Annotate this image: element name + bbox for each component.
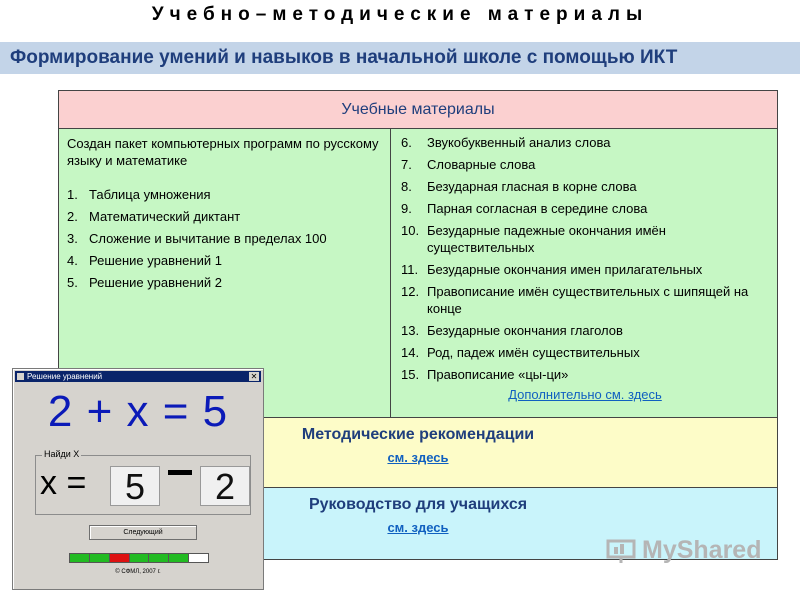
progress-segment — [169, 554, 189, 562]
x-label: x = — [40, 464, 87, 502]
list-item: 14. Род, падеж имён существительных — [401, 345, 640, 360]
next-button[interactable]: Следующий — [89, 525, 197, 540]
list-item: 1. Таблица умножения — [67, 187, 211, 202]
list-item: 8. Безударная гласная в корне слова — [401, 179, 637, 194]
list-item: 13. Безударные окончания глаголов — [401, 323, 623, 338]
guide-link[interactable]: см. здесь — [387, 520, 449, 535]
list-item: 11. Безударные окончания имен прилагательных — [401, 262, 703, 277]
progress-segment — [130, 554, 150, 562]
answer-group — [35, 449, 251, 515]
progress-segment — [70, 554, 90, 562]
table-header: Учебные материалы — [59, 91, 777, 129]
presentation-icon — [606, 538, 636, 564]
equation-display: 2 + x = 5 — [47, 387, 229, 436]
list-item: 12. Правописание имён существительных с шипящей на конце — [401, 284, 749, 316]
progress-segment — [90, 554, 110, 562]
window-title: Решение уравнений — [27, 372, 103, 381]
progress-segment — [110, 554, 130, 562]
left-program-list — [67, 186, 382, 291]
list-item: 2. Математический диктант — [67, 209, 241, 224]
watermark-text: MyShared — [642, 536, 762, 564]
progress-segment — [149, 554, 169, 562]
list-item: 10. Безударные падежные окончания имён существительных — [401, 223, 666, 255]
list-item: 4. Решение уравнений 1 — [67, 253, 222, 268]
close-icon[interactable]: ✕ — [250, 372, 258, 381]
app-icon — [17, 373, 24, 380]
methodical-title: Методические рекомендации — [301, 426, 535, 443]
right-column — [391, 129, 777, 418]
window-titlebar — [15, 371, 261, 382]
watermark — [606, 536, 766, 566]
list-item: 15. Правописание «цы-ци» — [401, 367, 569, 382]
first-operand-box[interactable]: 5 — [110, 466, 160, 506]
methodical-link[interactable]: см. здесь — [387, 450, 449, 465]
list-item: 3. Сложение и вычитание в пределах 100 — [67, 231, 327, 246]
page-top-title: Учебно–методические материалы — [151, 4, 649, 25]
equation-program-window — [12, 368, 264, 590]
second-operand-box[interactable]: 2 — [200, 466, 250, 506]
progress-segment — [189, 554, 208, 562]
copyright-text: © СФМЛ, 2007 г. — [115, 569, 161, 575]
list-item: 5. Решение уравнений 2 — [67, 275, 222, 290]
additional-materials-link[interactable]: Дополнительно см. здесь — [508, 387, 662, 402]
intro-text: Создан пакет компьютерных программ по русскому языку и математике — [67, 136, 379, 168]
progress-indicator — [69, 553, 209, 563]
page-subtitle: Формирование умений и навыков в начальной школе с помощью ИКТ — [0, 42, 800, 74]
list-item: 9. Парная согласная в середине слова — [401, 201, 648, 216]
group-label: Найди Х — [44, 449, 80, 459]
list-item: 6. Звукобуквенный анализ слова — [401, 135, 611, 150]
guide-title: Руководство для учащихся — [308, 496, 528, 513]
list-item: 7. Словарные слова — [401, 157, 536, 172]
minus-sign — [168, 470, 192, 475]
right-program-list — [401, 134, 769, 383]
